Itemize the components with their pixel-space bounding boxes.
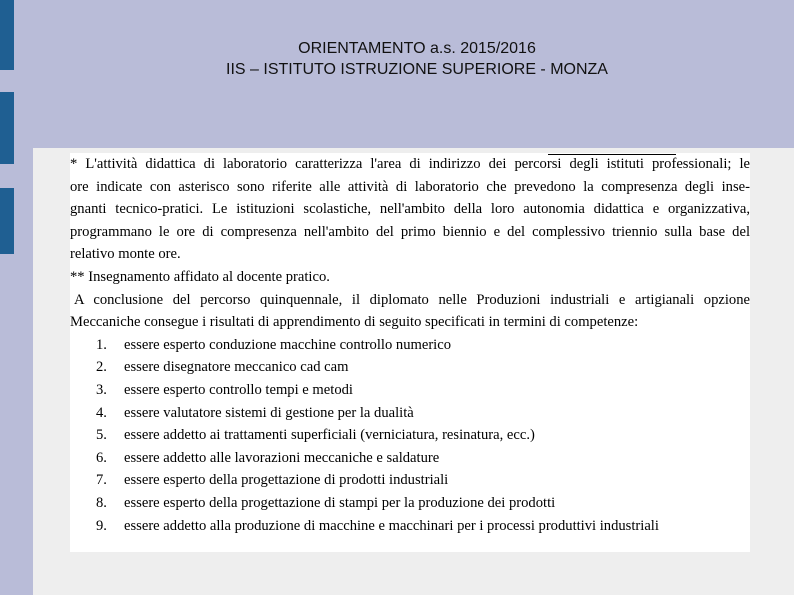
list-text: essere esperto controllo tempi e metodi (124, 381, 353, 398)
conclusion-line: Meccaniche consegue i risultati di apprendimento di seguito specificati in termini di competenze: (70, 314, 639, 331)
scanned-document (70, 153, 750, 552)
list-text: essere esperto della progettazione di stampi per la produzione dei prodotti (124, 494, 556, 511)
list-text: essere esperto conduzione macchine controllo numerico (124, 336, 452, 353)
table-rule (548, 154, 676, 155)
list-item (70, 492, 750, 515)
note-line: programmano le ore di compresenza nell'ambito del primo biennio e del complessivo triennio sulla base del (70, 223, 750, 240)
conclusion-paragraph (70, 289, 750, 334)
accent-bar-bottom (0, 188, 14, 254)
list-number: 7. (96, 472, 107, 489)
list-item (70, 356, 750, 379)
list-number: 2. (96, 359, 107, 376)
list-number: 5. (96, 427, 107, 444)
list-number: 9. (96, 517, 107, 534)
slide-title (40, 38, 794, 80)
note-line: gnanti tecnico-pratici. Le istituzioni scolastiche, nell'ambito della loro autonomia didattica e organizzativa, (70, 201, 750, 218)
list-item (70, 402, 750, 425)
slide-title-line-2: IIS – ISTITUTO ISTRUZIONE SUPERIORE - MONZA (226, 61, 608, 78)
list-text: essere addetto ai trattamenti superficiali (verniciatura, resinatura, ecc.) (124, 427, 535, 444)
list-text: essere addetto alle lavorazioni meccaniche e saldature (124, 449, 440, 466)
note-line: * L'attività didattica di laboratorio caratterizza l'area di indirizzo dei percorsi degli istituti professionali; le (70, 156, 750, 172)
list-item (70, 515, 750, 538)
list-text: essere valutatore sistemi di gestione per la dualità (124, 404, 414, 421)
list-text: essere addetto alla produzione di macchine e macchinari per i processi produttivi industriali (124, 517, 659, 534)
competences-list (70, 334, 750, 537)
slide-title-line-1: ORIENTAMENTO a.s. 2015/2016 (298, 40, 536, 57)
list-item (70, 469, 750, 492)
list-number: 8. (96, 494, 107, 511)
list-item (70, 424, 750, 447)
list-number: 1. (96, 336, 107, 353)
note-line: relativo monte ore. (70, 246, 181, 263)
accent-bar-top (0, 0, 14, 70)
list-number: 6. (96, 449, 107, 466)
list-text: essere disegnatore meccanico cad cam (124, 359, 349, 376)
note-line: ore indicate con asterisco sono riferite alle attività di laboratorio che prevedono la compresenza degli inse- (70, 178, 750, 195)
list-item (70, 334, 750, 357)
teacher-note-text: ** Insegnamento affidato al docente pratico. (70, 268, 330, 285)
list-number: 3. (96, 381, 107, 398)
list-text: essere esperto della progettazione di prodotti industriali (124, 472, 449, 489)
laboratory-note (70, 153, 750, 266)
teacher-note (70, 266, 750, 289)
accent-bar-middle (0, 92, 14, 164)
conclusion-line: A conclusione del percorso quinquennale, il diplomato nelle Produzioni industriali e artigianali opzione (74, 291, 750, 308)
list-number: 4. (96, 404, 107, 421)
list-item (70, 379, 750, 402)
list-item (70, 447, 750, 470)
